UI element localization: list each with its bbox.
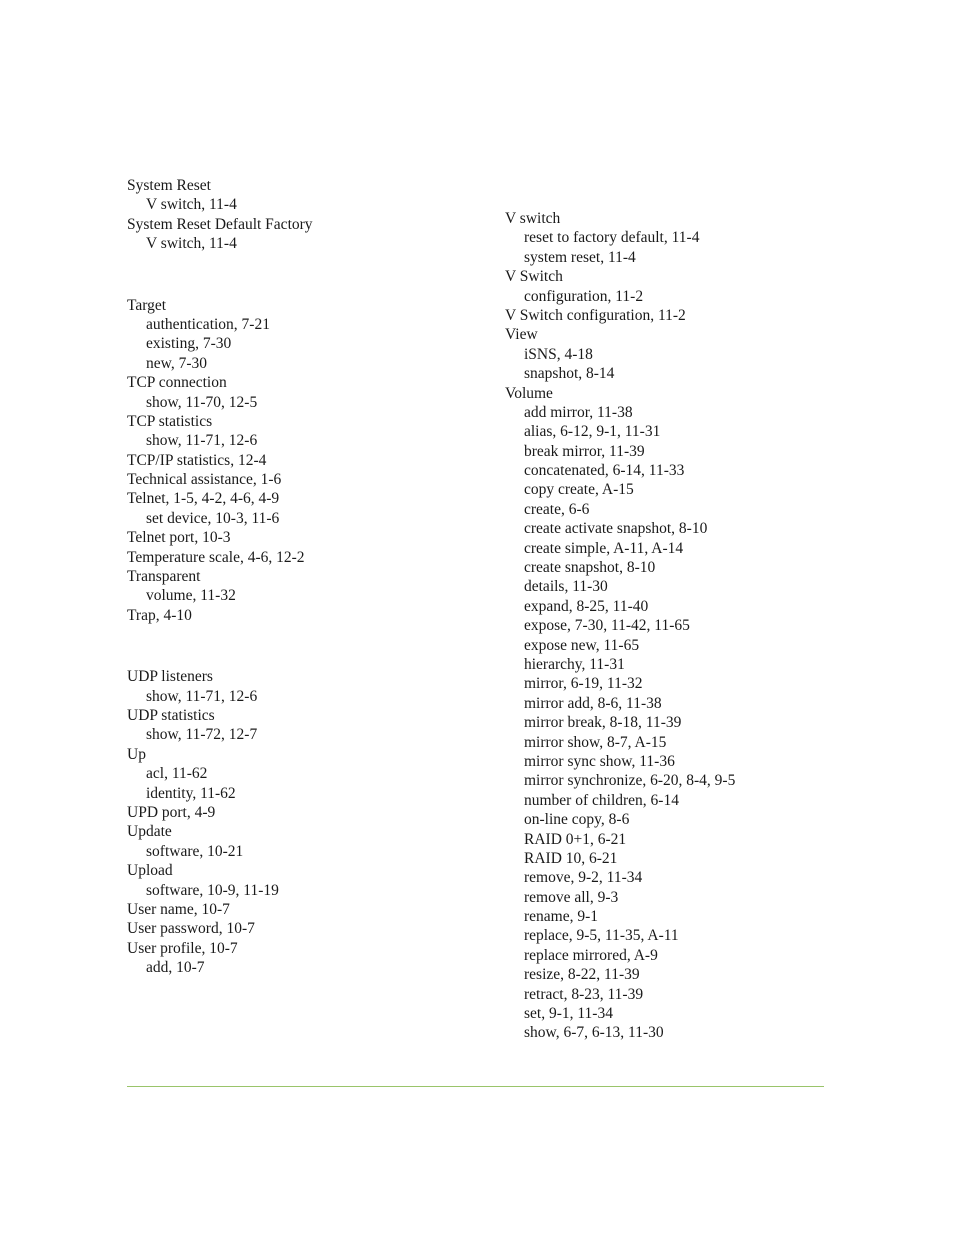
index-subentry: mirror add, 8-6, 11-38 bbox=[524, 694, 662, 712]
group-spacer bbox=[127, 254, 487, 296]
index-subentry: reset to factory default, 11-4 bbox=[524, 229, 700, 247]
index-right-column bbox=[505, 209, 885, 1043]
index-entry: Transparent bbox=[127, 568, 201, 586]
index-subentry: mirror break, 8-18, 11-39 bbox=[524, 714, 682, 732]
index-subentry: show, 11-70, 12-5 bbox=[146, 393, 258, 411]
index-subentry: set device, 10-3, 11-6 bbox=[146, 509, 280, 527]
index-subentry: remove, 9-2, 11-34 bbox=[524, 869, 643, 887]
index-group-v bbox=[505, 209, 885, 1043]
index-entry: Telnet, 1-5, 4-2, 4-6, 4-9 bbox=[127, 490, 280, 508]
index-entry: Volume bbox=[505, 384, 553, 402]
index-subentry: software, 10-9, 11-19 bbox=[146, 881, 279, 899]
index-subentry: acl, 11-62 bbox=[146, 765, 208, 783]
index-subentry: rename, 9-1 bbox=[524, 908, 599, 926]
index-entry: V Switch bbox=[505, 268, 563, 286]
index-subentry: software, 10-21 bbox=[146, 842, 244, 860]
index-entry: System Reset bbox=[127, 177, 211, 194]
index-entry: UPD port, 4-9 bbox=[127, 803, 216, 821]
index-entry: Target bbox=[127, 296, 167, 314]
index-subentry: expand, 8-25, 11-40 bbox=[524, 597, 649, 615]
index-subentry: V switch, 11-4 bbox=[146, 235, 237, 253]
index-subentry: resize, 8-22, 11-39 bbox=[524, 966, 640, 984]
index-subentry: create, 6-6 bbox=[524, 500, 590, 518]
index-entry: UDP listeners bbox=[127, 668, 213, 686]
index-subentry: copy create, A-15 bbox=[524, 481, 634, 499]
index-subentry: show, 11-71, 12-6 bbox=[146, 432, 258, 450]
index-subentry: expose new, 11-65 bbox=[524, 636, 640, 654]
index-left-column bbox=[127, 176, 487, 977]
index-subentry: show, 11-72, 12-7 bbox=[146, 726, 258, 744]
index-entry: Telnet port, 10-3 bbox=[127, 529, 231, 547]
index-entry: UDP statistics bbox=[127, 706, 215, 724]
index-subentry: system reset, 11-4 bbox=[524, 248, 636, 266]
index-subentry: break mirror, 11-39 bbox=[524, 442, 645, 460]
index-entry: Update bbox=[127, 823, 172, 841]
index-entry: User name, 10-7 bbox=[127, 900, 230, 918]
footer-rule bbox=[127, 1086, 824, 1087]
index-subentry: mirror sync show, 11-36 bbox=[524, 752, 675, 770]
index-subentry: number of children, 6-14 bbox=[524, 791, 679, 809]
group-spacer bbox=[127, 625, 487, 667]
index-subentry: snapshot, 8-14 bbox=[524, 365, 615, 383]
index-subentry: mirror show, 8-7, A-15 bbox=[524, 733, 667, 751]
index-subentry: existing, 7-30 bbox=[146, 335, 232, 353]
index-subentry: add, 10-7 bbox=[146, 959, 205, 977]
index-subentry: RAID 10, 6-21 bbox=[524, 849, 618, 867]
index-subentry: identity, 11-62 bbox=[146, 784, 236, 802]
index-subentry: on-line copy, 8-6 bbox=[524, 811, 630, 829]
index-subentry: replace mirrored, A-9 bbox=[524, 946, 658, 964]
index-subentry: authentication, 7-21 bbox=[146, 315, 270, 333]
index-subentry: expose, 7-30, 11-42, 11-65 bbox=[524, 617, 690, 635]
index-subentry: show, 11-71, 12-6 bbox=[146, 687, 258, 705]
index-entry: TCP statistics bbox=[127, 412, 213, 430]
index-group-u bbox=[127, 667, 487, 977]
index-subentry: replace, 9-5, 11-35, A-11 bbox=[524, 927, 679, 945]
index-subentry: create snapshot, 8-10 bbox=[524, 559, 656, 577]
index-group-t bbox=[127, 296, 487, 626]
index-subentry: mirror, 6-19, 11-32 bbox=[524, 675, 643, 693]
index-entry: TCP connection bbox=[127, 374, 227, 392]
index-entry: V Switch configuration, 11-2 bbox=[505, 306, 686, 324]
index-subentry: details, 11-30 bbox=[524, 578, 608, 596]
index-subentry: set, 9-1, 11-34 bbox=[524, 1005, 613, 1023]
index-subentry: create simple, A-11, A-14 bbox=[524, 539, 684, 557]
index-entry: User password, 10-7 bbox=[127, 920, 255, 938]
index-subentry: new, 7-30 bbox=[146, 354, 207, 372]
index-subentry: add mirror, 11-38 bbox=[524, 403, 633, 421]
index-subentry: remove all, 9-3 bbox=[524, 888, 619, 906]
index-entry: View bbox=[505, 326, 538, 344]
index-entry: Trap, 4-10 bbox=[127, 606, 192, 624]
index-entry: User profile, 10-7 bbox=[127, 939, 238, 957]
index-entry: Upload bbox=[127, 862, 173, 880]
index-subentry: retract, 8-23, 11-39 bbox=[524, 985, 644, 1003]
index-subentry: concatenated, 6-14, 11-33 bbox=[524, 462, 685, 480]
index-subentry: mirror synchronize, 6-20, 8-4, 9-5 bbox=[524, 772, 736, 790]
index-subentry: configuration, 11-2 bbox=[524, 287, 644, 305]
index-subentry: RAID 0+1, 6-21 bbox=[524, 830, 627, 848]
index-entry: Technical assistance, 1-6 bbox=[127, 471, 282, 489]
index-entry: TCP/IP statistics, 12-4 bbox=[127, 451, 267, 469]
index-subentry: show, 6-7, 6-13, 11-30 bbox=[524, 1024, 664, 1042]
index-subentry: hierarchy, 11-31 bbox=[524, 655, 625, 673]
index-group-s bbox=[127, 176, 487, 254]
index-entry: Up bbox=[127, 745, 146, 763]
index-entry: Temperature scale, 4-6, 12-2 bbox=[127, 548, 305, 566]
index-subentry: iSNS, 4-18 bbox=[524, 345, 593, 363]
index-entry: System Reset Default Factory bbox=[127, 215, 313, 233]
index-subentry: alias, 6-12, 9-1, 11-31 bbox=[524, 423, 661, 441]
index-subentry: volume, 11-32 bbox=[146, 587, 236, 605]
index-subentry: V switch, 11-4 bbox=[146, 196, 237, 214]
index-subentry: create activate snapshot, 8-10 bbox=[524, 520, 708, 538]
index-entry: V switch bbox=[505, 210, 561, 227]
